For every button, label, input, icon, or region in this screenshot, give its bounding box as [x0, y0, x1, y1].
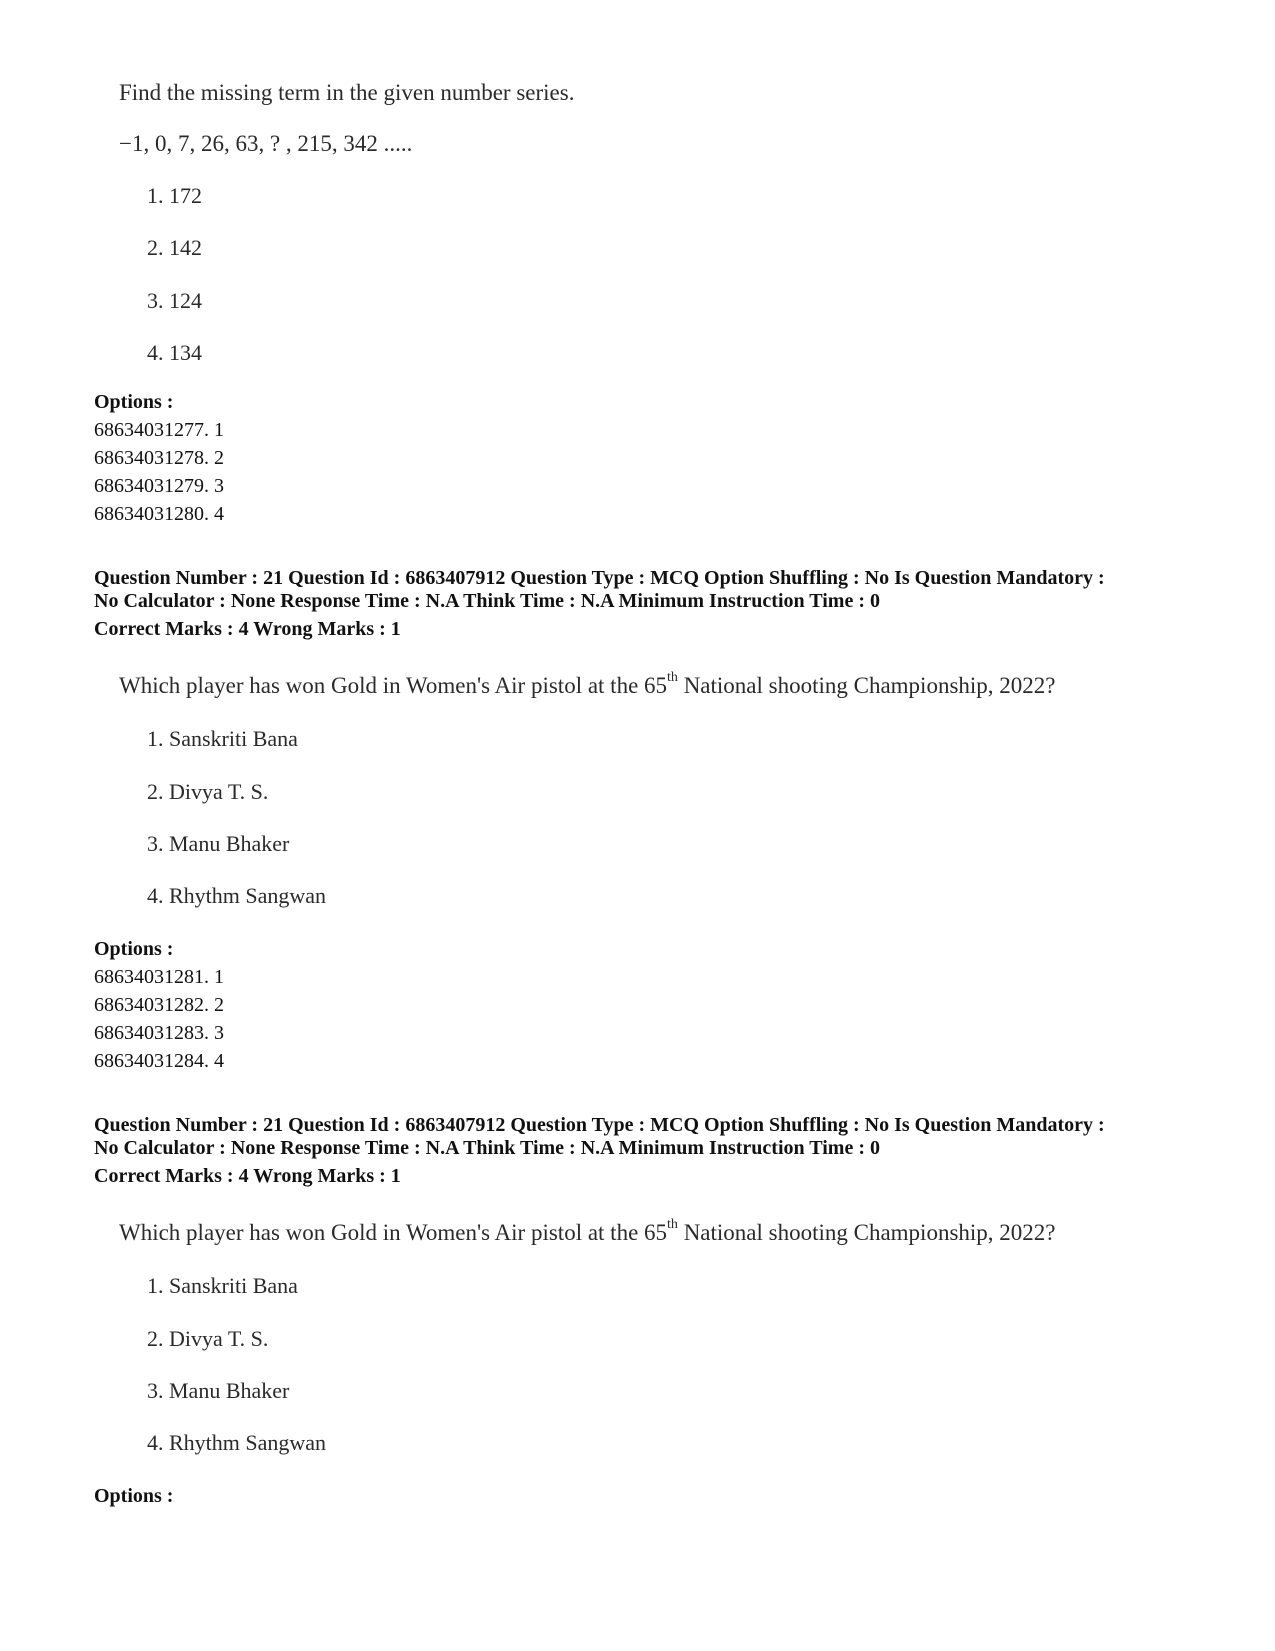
- choice-4: 4. Rhythm Sangwan: [147, 883, 327, 908]
- option-id-4: 68634031284. 4: [94, 1050, 224, 1072]
- option-id-3: 68634031283. 3: [94, 1022, 224, 1044]
- ordinal-superscript: th: [667, 670, 678, 686]
- question-text-pre: Which player has won Gold in Women's Air pistol at the 65: [119, 673, 668, 698]
- choice-1: 1. Sanskriti Bana: [147, 1273, 298, 1298]
- number-series: −1, 0, 7, 26, 63, ? , 215, 342 .....: [119, 131, 413, 156]
- option-id-2: 68634031282. 2: [94, 994, 224, 1016]
- question-text: [119, 670, 1056, 699]
- options-label: Options :: [94, 938, 174, 960]
- option-id-1: 68634031277. 1: [94, 419, 224, 441]
- choice-2: 2. 142: [147, 235, 202, 260]
- question-meta-line-1: Question Number : 21 Question Id : 6863407912 Question Type : MCQ Option Shuffling : No Is Question Mandatory :: [94, 567, 1105, 589]
- option-id-1: 68634031281. 1: [94, 966, 224, 988]
- choice-3: 3. 124: [147, 288, 202, 313]
- options-label: Options :: [94, 1485, 174, 1507]
- option-id-4: 68634031280. 4: [94, 503, 224, 525]
- question-text-post: National shooting Championship, 2022?: [677, 673, 1056, 698]
- choice-1: 1. Sanskriti Bana: [147, 726, 298, 751]
- question-text: Find the missing term in the given number series.: [119, 80, 575, 105]
- choice-2: 2. Divya T. S.: [147, 1326, 269, 1351]
- options-label: Options :: [94, 391, 174, 413]
- choice-2: 2. Divya T. S.: [147, 779, 269, 804]
- choice-4: 4. 134: [147, 340, 202, 365]
- question-text-post: National shooting Championship, 2022?: [677, 1220, 1056, 1245]
- choice-3: 3. Manu Bhaker: [147, 831, 290, 856]
- marks-line: Correct Marks : 4 Wrong Marks : 1: [94, 1165, 401, 1187]
- option-id-2: 68634031278. 2: [94, 447, 224, 469]
- question-meta-line-2: No Calculator : None Response Time : N.A Think Time : N.A Minimum Instruction Time : 0: [94, 1137, 880, 1159]
- choice-4: 4. Rhythm Sangwan: [147, 1430, 327, 1455]
- choice-1: 1. 172: [147, 183, 202, 208]
- ordinal-superscript: th: [667, 1217, 678, 1233]
- question-text-pre: Which player has won Gold in Women's Air pistol at the 65: [119, 1220, 668, 1245]
- choice-3: 3. Manu Bhaker: [147, 1378, 290, 1403]
- question-meta-line-1: Question Number : 21 Question Id : 6863407912 Question Type : MCQ Option Shuffling : No Is Question Mandatory :: [94, 1114, 1105, 1136]
- question-meta-line-2: No Calculator : None Response Time : N.A Think Time : N.A Minimum Instruction Time : 0: [94, 590, 880, 612]
- option-id-3: 68634031279. 3: [94, 475, 224, 497]
- marks-line: Correct Marks : 4 Wrong Marks : 1: [94, 618, 401, 640]
- question-text: [119, 1217, 1056, 1246]
